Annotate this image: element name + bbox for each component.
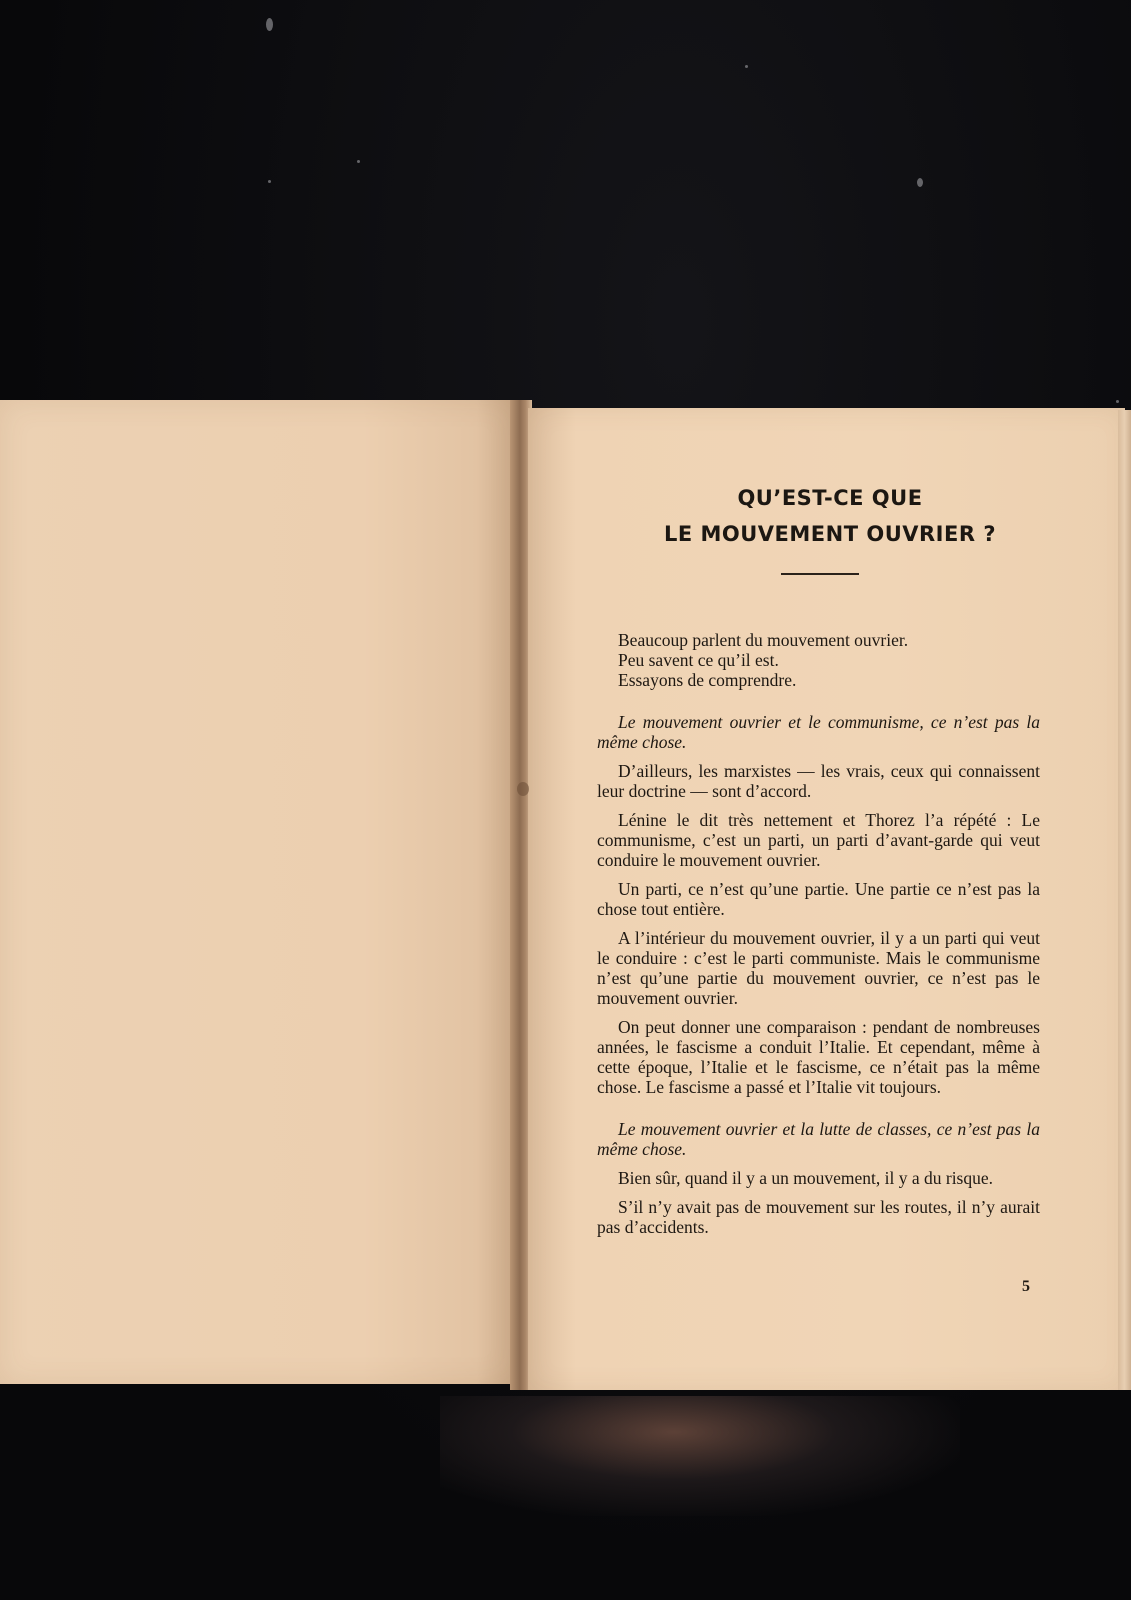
section-1-heading: Le mouvement ouvrier et le communisme, ce n’est pas la même chose. <box>597 712 1040 752</box>
paragraph: S’il n’y avait pas de mouvement sur les routes, il n’y aurait pas d’accidents. <box>597 1197 1040 1237</box>
section-2-heading: Le mouvement ouvrier et la lutte de classes, ce n’est pas la même chose. <box>597 1119 1040 1159</box>
title-divider <box>781 573 859 575</box>
page-title <box>600 480 1060 552</box>
paragraph: D’ailleurs, les marxistes — les vrais, ceux qui connaissent leur doctrine — sont d’accord. <box>597 761 1040 801</box>
left-page-blank <box>0 400 518 1384</box>
intro-block <box>597 630 1040 690</box>
page-edge <box>1118 410 1131 1390</box>
dust-speck <box>745 65 748 68</box>
intro-line: Beaucoup parlent du mouvement ouvrier. <box>618 630 909 650</box>
intro-line: Peu savent ce qu’il est. <box>618 650 779 670</box>
paragraph: Lénine le dit très nettement et Thorez l’a répété : Le communisme, c’est un parti, un parti d’avant-garde qui veut conduire le mouvement ouvrier. <box>597 810 1040 870</box>
dust-speck <box>357 160 360 163</box>
dust-speck <box>917 178 923 187</box>
dust-speck <box>268 180 271 183</box>
book-reflection <box>440 1396 960 1516</box>
paragraph: Bien sûr, quand il y a un mouvement, il y a du risque. <box>618 1168 994 1188</box>
dust-speck <box>266 18 273 31</box>
paragraph: On peut donner une comparaison : pendant de nombreuses années, le fascisme a conduit l’Italie. Et cependant, même à cette époque, l’Italie et le fascisme, ce n’était pas la même chose. Le fascisme a passé et l’Italie vit toujours. <box>597 1017 1040 1097</box>
body-text <box>597 630 1040 1237</box>
page-number: 5 <box>1022 1278 1030 1295</box>
paragraph: A l’intérieur du mouvement ouvrier, il y a un parti qui veut le conduire : c’est le parti communiste. Mais le communisme n’est qu’une partie du mouvement ouvrier, ce n’est pas le mouvement ouvrier. <box>597 928 1040 1008</box>
title-line-1: QU’EST-CE QUE <box>737 486 923 510</box>
intro-line: Essayons de comprendre. <box>618 670 797 690</box>
title-line-2: LE MOUVEMENT OUVRIER ? <box>663 522 997 546</box>
paragraph: Un parti, ce n’est qu’une partie. Une partie ce n’est pas la chose tout entière. <box>597 879 1040 919</box>
staple-mark <box>517 782 529 796</box>
